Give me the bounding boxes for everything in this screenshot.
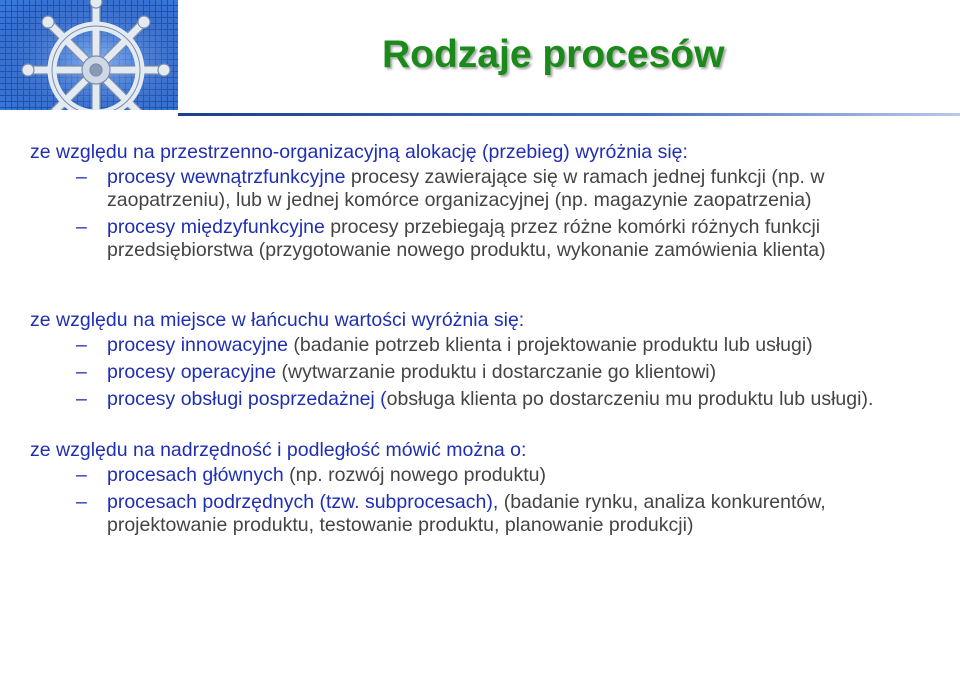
dash-bullet: –: [76, 464, 87, 486]
item-term: procesy operacyjne: [107, 361, 277, 383]
dash-bullet: –: [76, 361, 87, 383]
dash-bullet: –: [76, 334, 87, 356]
dash-bullet: –: [76, 216, 87, 238]
section-hierarchy: [30, 439, 935, 537]
item-term: procesy obsługi posprzedażnej (: [107, 388, 387, 410]
section-heading: ze względu na nadrzędność i podległość mówić można o:: [30, 439, 527, 461]
list-item: [30, 464, 935, 487]
page-title: Rodzaje procesów: [382, 33, 725, 76]
item-description: (badanie rynku, analiza konkurentów, projektowanie produktu, testowanie produktu, planowanie produkcji): [107, 491, 826, 536]
item-term: procesy innowacyjne: [107, 334, 289, 356]
item-description: obsługa klienta po dostarczeniu mu produktu lub usługi).: [386, 388, 874, 410]
bullet-list: [30, 166, 935, 262]
item-description: (np. rozwój nowego produktu): [283, 464, 546, 486]
list-item: [30, 334, 935, 357]
list-item: [30, 388, 935, 411]
section-value-chain: [30, 309, 935, 411]
section-spatial-allocation: [30, 141, 935, 262]
dash-bullet: –: [76, 166, 87, 188]
title-divider: [178, 113, 960, 116]
item-term: procesy wewnątrzfunkcyjne: [107, 166, 346, 188]
item-term: procesy międzyfunkcyjne: [107, 216, 325, 238]
bullet-list: [30, 334, 935, 411]
list-item: [30, 361, 935, 384]
item-description: procesy zawierające się w ramach jednej funkcji (np. w zaopatrzeniu), lub w jednej komórce organizacyjnej (np. magazynie zaopatrzenia): [107, 166, 825, 211]
list-item: [30, 216, 935, 262]
dash-bullet: –: [76, 491, 87, 513]
bullet-list: [30, 464, 935, 537]
item-description: (wytwarzanie produktu i dostarczanie go klientowi): [276, 361, 717, 383]
item-description: (badanie potrzeb klienta i projektowanie produktu lub usługi): [288, 334, 813, 356]
dash-bullet: –: [76, 388, 87, 410]
section-heading: ze względu na miejsce w łańcuchu wartości wyróżnia się:: [30, 309, 525, 331]
item-term: procesach podrzędnych (tzw. subprocesach),: [107, 491, 499, 513]
section-heading: ze względu na przestrzenno-organizacyjną alokację (przebieg) wyróżnia się:: [30, 141, 688, 163]
ship-wheel-logo: [0, 0, 178, 110]
list-item: [30, 491, 935, 537]
item-description: procesy przebiegają przez różne komórki różnych funkcji przedsiębiorstwa (przygotowanie nowego produktu, wykonanie zamówienia klienta): [107, 216, 826, 261]
item-term: procesach głównych: [107, 464, 284, 486]
list-item: [30, 166, 935, 212]
ship-wheel-icon: [0, 0, 178, 110]
slide-content: [30, 141, 935, 541]
